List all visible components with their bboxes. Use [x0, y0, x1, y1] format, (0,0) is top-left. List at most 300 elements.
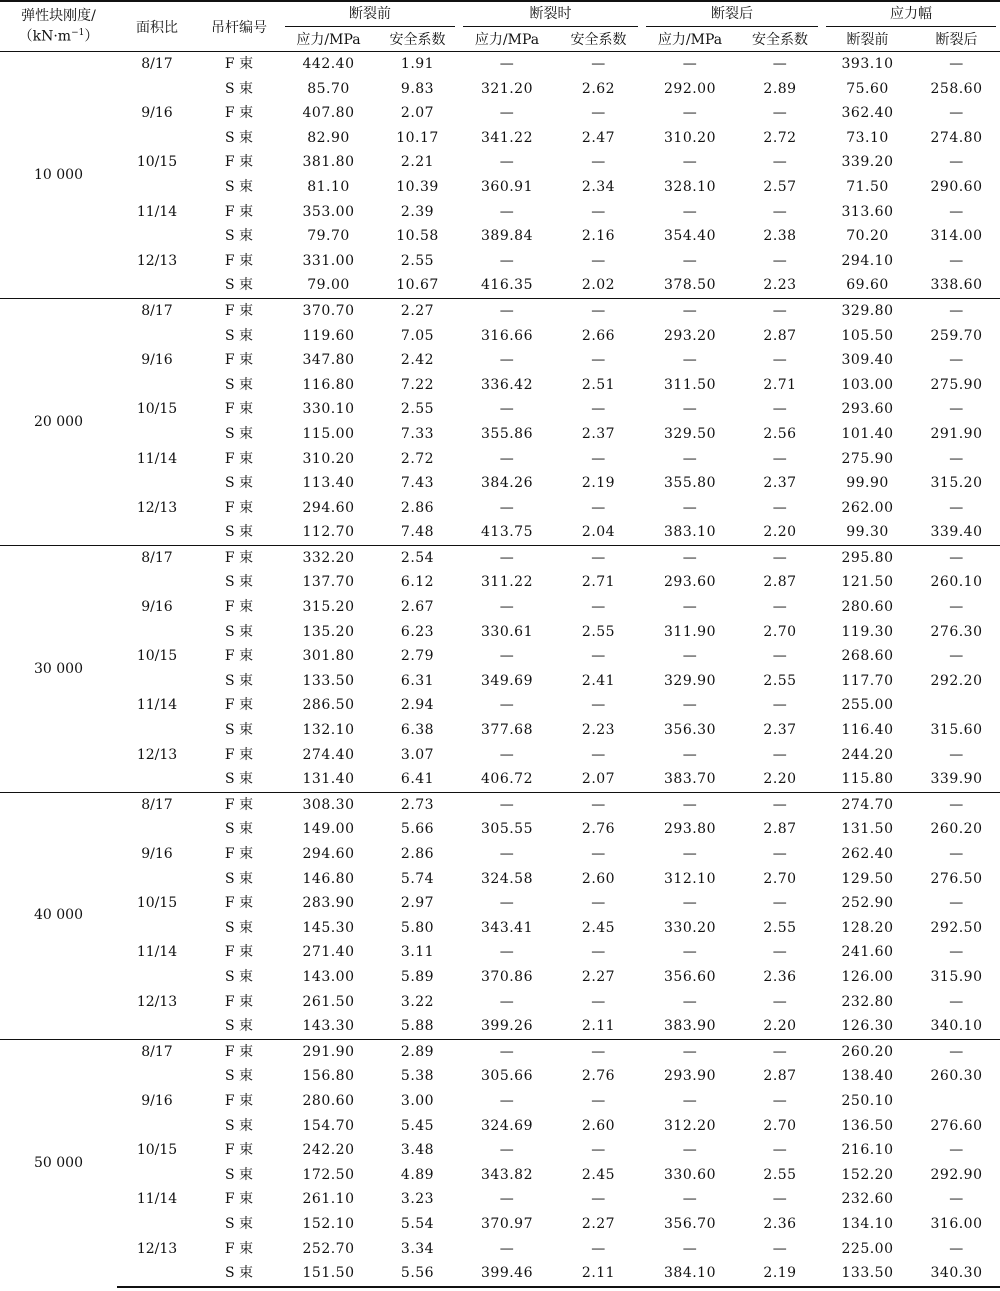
stress-before-cell: 261.10: [302, 1191, 355, 1208]
safety-before-cell: 2.94: [400, 697, 435, 714]
safety-during-cell: 2.76: [581, 1068, 616, 1085]
amp-after-cell: 260.10: [930, 574, 983, 591]
rod-id-cell: F 束: [224, 1191, 254, 1208]
safety-during-cell: 2.45: [581, 1166, 616, 1183]
amp-after-cell: —: [949, 352, 964, 369]
stress-after-cell: 384.10: [642, 1261, 738, 1287]
stress-before-cell: 407.80: [302, 105, 355, 122]
area-ratio-cell: [117, 324, 197, 349]
area-ratio-cell: 12/13: [136, 499, 178, 516]
rod-id-cell: F 束: [224, 154, 254, 171]
amp-after-cell: 290.60: [930, 178, 983, 195]
stress-before-cell: 330.10: [302, 401, 355, 418]
stress-after-cell: —: [682, 499, 698, 516]
stress-after-cell: —: [682, 252, 698, 269]
stress-after-cell: —: [682, 648, 698, 665]
stress-before-cell: 261.50: [302, 993, 355, 1010]
table-row: [0, 200, 1000, 225]
stiffness-cell: 10 000: [0, 52, 117, 299]
area-ratio-cell: 10/15: [136, 1142, 178, 1159]
table-row: [0, 1064, 1000, 1089]
amp-after-cell: —: [949, 252, 964, 269]
area-ratio-cell: 8/17: [117, 792, 197, 817]
amp-after-cell: —: [949, 993, 964, 1010]
safety-before-cell: 5.88: [400, 1018, 435, 1035]
area-ratio-cell: [117, 817, 197, 842]
amp-before-cell: 126.00: [841, 968, 894, 985]
rod-id-cell: S 束: [224, 1018, 254, 1035]
area-ratio-cell: 8/17: [117, 1039, 197, 1064]
safety-during-cell: 2.11: [581, 1018, 616, 1035]
stress-after-cell: —: [682, 1142, 698, 1159]
amp-before-cell: 152.20: [841, 1166, 894, 1183]
area-ratio-cell: [117, 273, 197, 298]
rod-id-cell: F 束: [197, 792, 281, 817]
stress-after-cell: —: [682, 1191, 698, 1208]
rod-id-cell: S 束: [224, 1166, 254, 1183]
table-row: [0, 1039, 1000, 1064]
rod-id-cell: F 束: [224, 252, 254, 269]
stress-during-cell: 355.86: [481, 425, 533, 442]
stress-after-cell: —: [682, 944, 698, 961]
stiffness-group: [0, 545, 1000, 792]
safety-after-cell: —: [772, 105, 788, 122]
stress-during-cell: 399.46: [459, 1261, 555, 1287]
area-ratio-cell: [117, 77, 197, 102]
area-ratio-cell: 8/17: [117, 298, 197, 323]
rod-id-cell: S 束: [224, 178, 254, 195]
amp-before-cell: 70.20: [846, 228, 889, 245]
header-before: [281, 1, 459, 27]
stress-before-cell: 145.30: [302, 919, 355, 936]
safety-during-cell: —: [591, 1191, 606, 1208]
safety-during-cell: 2.23: [581, 722, 616, 739]
amp-after-cell: 275.90: [930, 376, 983, 393]
area-ratio-cell: [117, 126, 197, 151]
safety-before-cell: 2.86: [400, 499, 435, 516]
amp-after-cell: 338.60: [930, 277, 983, 294]
subheader-safety: 安全系数: [738, 27, 822, 52]
stress-after-cell: —: [642, 1039, 738, 1064]
stress-during-cell: —: [499, 401, 515, 418]
stress-before-cell: 315.20: [302, 599, 355, 616]
safety-after-cell: —: [738, 792, 822, 817]
stress-after-cell: 355.80: [664, 475, 716, 492]
header-during: [459, 1, 642, 27]
amp-after-cell: 315.60: [930, 722, 983, 739]
safety-before-cell: 10.17: [396, 129, 439, 146]
rod-id-cell: S 束: [224, 376, 254, 393]
safety-before-cell: 6.12: [400, 574, 435, 591]
stress-before-cell: 79.70: [307, 228, 350, 245]
table-row: [0, 496, 1000, 521]
safety-during-cell: —: [555, 545, 642, 570]
stress-before-cell: 370.70: [281, 298, 376, 323]
safety-before-cell: 7.43: [400, 475, 435, 492]
safety-before-cell: 3.07: [400, 746, 435, 763]
safety-during-cell: —: [591, 203, 606, 220]
safety-after-cell: 2.55: [763, 672, 797, 689]
safety-before-cell: 3.34: [400, 1240, 435, 1257]
stress-during-cell: —: [459, 792, 555, 817]
amp-before-cell: 136.50: [841, 1117, 894, 1134]
amp-before-cell: 393.10: [822, 52, 913, 77]
table-row: [0, 1187, 1000, 1212]
rod-id-cell: S 束: [224, 277, 254, 294]
safety-before-cell: 2.55: [400, 401, 435, 418]
area-ratio-cell: 12/13: [136, 252, 178, 269]
safety-during-cell: 2.34: [581, 178, 616, 195]
stress-before-cell: 294.60: [302, 499, 355, 516]
area-ratio-cell: [117, 718, 197, 743]
safety-after-cell: —: [738, 1039, 822, 1064]
rod-id-cell: S 束: [224, 1068, 254, 1085]
table-row: [0, 101, 1000, 126]
amp-after-cell: —: [913, 792, 1000, 817]
safety-before-cell: 7.05: [400, 327, 435, 344]
stress-before-cell: 143.00: [302, 968, 355, 985]
safety-before-cell: 7.33: [400, 425, 435, 442]
amp-after-cell: 274.80: [930, 129, 983, 146]
safety-after-cell: 2.87: [763, 327, 797, 344]
safety-before-cell: 9.83: [400, 80, 435, 97]
amp-after-cell: 292.50: [930, 919, 983, 936]
table-row: [0, 570, 1000, 595]
safety-during-cell: 2.41: [581, 672, 616, 689]
area-ratio-cell: 9/16: [141, 1092, 173, 1109]
stress-during-cell: 341.22: [481, 129, 533, 146]
table-row: [0, 1163, 1000, 1188]
safety-during-cell: —: [591, 746, 606, 763]
rod-id-cell: F 束: [224, 846, 254, 862]
rod-id-cell: F 束: [224, 352, 254, 369]
safety-during-cell: 2.76: [581, 821, 616, 838]
stress-during-cell: 406.72: [481, 771, 533, 788]
amp-after-cell: 340.30: [913, 1261, 1000, 1287]
table-row: [0, 348, 1000, 373]
area-ratio-cell: 11/14: [136, 944, 178, 961]
amp-before-cell: 115.80: [841, 771, 894, 788]
stress-before-cell: 81.10: [307, 178, 350, 195]
rod-id-cell: F 束: [224, 697, 254, 714]
amp-after-cell: —: [949, 1191, 964, 1208]
table-row: [0, 990, 1000, 1015]
rod-id-cell: F 束: [224, 499, 254, 516]
rod-id-cell: S 束: [224, 870, 254, 887]
stress-before-cell: 310.20: [302, 450, 355, 467]
table-row: [0, 940, 1000, 965]
stress-during-cell: 324.58: [481, 870, 533, 887]
rod-id-cell: F 束: [197, 298, 281, 323]
safety-before-cell: 2.86: [400, 846, 435, 862]
safety-before-cell: 5.89: [400, 968, 435, 985]
stiffness-cell: 50 000: [0, 1039, 117, 1286]
safety-after-cell: —: [772, 499, 788, 516]
stress-during-cell: 305.55: [481, 821, 533, 838]
safety-after-cell: 2.23: [763, 277, 797, 294]
stress-during-cell: —: [499, 993, 515, 1010]
stress-before-cell: 252.70: [302, 1240, 355, 1257]
safety-before-cell: 2.89: [376, 1039, 459, 1064]
amp-after-cell: [913, 1089, 1000, 1114]
stress-after-cell: 311.90: [664, 623, 716, 640]
safety-during-cell: 2.60: [581, 1117, 616, 1134]
table-header: [0, 1, 1000, 52]
table-row: [0, 249, 1000, 274]
stress-after-cell: 356.30: [664, 722, 716, 739]
amp-after-cell: —: [949, 846, 964, 862]
amp-after-cell: —: [949, 105, 964, 122]
safety-during-cell: —: [591, 1240, 606, 1257]
safety-during-cell: 2.55: [581, 623, 616, 640]
safety-during-cell: —: [591, 599, 606, 616]
table-row: [0, 595, 1000, 620]
amp-after-cell: 260.30: [930, 1068, 983, 1085]
table-row: [0, 52, 1000, 77]
safety-after-cell: 2.19: [738, 1261, 822, 1287]
stress-before-cell: 280.60: [302, 1092, 355, 1109]
table-row: [0, 150, 1000, 175]
amp-after-cell: —: [949, 154, 964, 171]
table-row: [0, 644, 1000, 669]
rod-id-cell: S 束: [197, 1261, 281, 1287]
stress-before-cell: 172.50: [302, 1166, 355, 1183]
stress-during-cell: —: [499, 599, 515, 616]
safety-after-cell: 2.36: [763, 968, 797, 985]
amp-before-cell: 252.90: [841, 895, 894, 912]
stress-after-cell: —: [642, 298, 738, 323]
stress-after-cell: —: [682, 154, 698, 171]
table-row: [0, 1212, 1000, 1237]
safety-after-cell: —: [772, 697, 788, 714]
stress-during-cell: —: [499, 746, 515, 763]
stress-before-cell: 154.70: [302, 1117, 355, 1134]
stiffness-cell: 30 000: [0, 545, 117, 792]
stress-during-cell: 305.66: [481, 1068, 533, 1085]
area-ratio-cell: 9/16: [141, 599, 173, 616]
safety-during-cell: 2.16: [581, 228, 616, 245]
amp-before-cell: 105.50: [841, 327, 894, 344]
stress-before-cell: 112.70: [302, 524, 355, 541]
rod-id-cell: S 束: [224, 919, 254, 936]
amp-after-cell: 276.30: [930, 623, 983, 640]
table-row: [0, 669, 1000, 694]
area-ratio-cell: [117, 1014, 197, 1039]
safety-during-cell: —: [591, 352, 606, 369]
table-row: [0, 1261, 1000, 1287]
safety-during-cell: —: [591, 1092, 606, 1109]
stress-during-cell: —: [499, 1191, 515, 1208]
safety-during-cell: 2.27: [581, 968, 616, 985]
rod-id-cell: F 束: [224, 1240, 254, 1257]
area-ratio-cell: [117, 767, 197, 792]
rod-id-cell: F 束: [224, 203, 254, 220]
header-after-label: 断裂后: [646, 2, 818, 27]
amp-before-cell: 73.10: [846, 129, 889, 146]
stress-before-cell: 116.80: [302, 376, 355, 393]
safety-before-cell: 6.31: [400, 672, 435, 689]
safety-during-cell: 2.45: [581, 919, 616, 936]
subheader-safety: 安全系数: [555, 27, 642, 52]
amp-before-cell: 131.50: [841, 821, 894, 838]
amp-after-cell: —: [949, 499, 964, 516]
rod-id-cell: S 束: [224, 129, 254, 146]
amp-before-cell: 262.40: [841, 846, 894, 862]
stiffness-group: [0, 298, 1000, 545]
safety-during-cell: —: [555, 298, 642, 323]
safety-after-cell: 2.87: [763, 821, 797, 838]
table-row: [0, 373, 1000, 398]
table-row: [0, 842, 1000, 867]
safety-during-cell: —: [591, 846, 606, 862]
stress-after-cell: —: [682, 203, 698, 220]
area-ratio-cell: [117, 669, 197, 694]
safety-during-cell: —: [555, 52, 642, 77]
safety-before-cell: 5.80: [400, 919, 435, 936]
stress-before-cell: 301.80: [302, 648, 355, 665]
subheader-stress: 应力/MPa: [459, 27, 555, 52]
safety-after-cell: 2.72: [763, 129, 797, 146]
header-stiffness-unit-exp: −1: [71, 27, 85, 38]
safety-before-cell: 3.22: [400, 993, 435, 1010]
safety-after-cell: 2.89: [763, 80, 797, 97]
amp-after-cell: —: [949, 1240, 964, 1257]
header-stiffness-line2: [0, 25, 117, 46]
area-ratio-cell: [117, 1163, 197, 1188]
stress-after-cell: 293.60: [664, 574, 716, 591]
safety-after-cell: —: [772, 252, 788, 269]
safety-before-cell: 2.73: [376, 792, 459, 817]
amp-before-cell: 262.00: [841, 499, 894, 516]
rod-id-cell: S 束: [224, 1117, 254, 1134]
safety-before-cell: 4.89: [400, 1166, 435, 1183]
safety-after-cell: —: [772, 203, 788, 220]
table-row: [0, 1089, 1000, 1114]
safety-during-cell: 2.37: [581, 425, 616, 442]
table-row: [0, 175, 1000, 200]
header-stiffness-line1: 弹性块刚度/: [21, 7, 96, 24]
area-ratio-cell: [117, 471, 197, 496]
table-row: [0, 743, 1000, 768]
safety-before-cell: 7.22: [400, 376, 435, 393]
header-amplitude-label: 应力幅: [826, 2, 996, 27]
rod-id-cell: S 束: [224, 623, 254, 640]
safety-during-cell: 2.07: [581, 771, 616, 788]
safety-before-cell: 10.58: [396, 228, 439, 245]
stress-before-cell: 133.50: [302, 672, 355, 689]
rod-id-cell: S 束: [224, 722, 254, 739]
safety-after-cell: —: [772, 944, 788, 961]
area-ratio-cell: [117, 1261, 197, 1287]
stress-before-cell: 381.80: [302, 154, 355, 171]
amp-after-cell: 259.70: [930, 327, 983, 344]
stress-before-cell: 151.50: [281, 1261, 376, 1287]
area-ratio-cell: 10/15: [136, 401, 178, 418]
stress-after-cell: —: [682, 105, 698, 122]
amp-before-cell: 232.60: [841, 1191, 894, 1208]
stress-during-cell: 377.68: [481, 722, 533, 739]
stress-after-cell: —: [642, 52, 738, 77]
amp-before-cell: 295.80: [822, 545, 913, 570]
area-ratio-cell: [117, 916, 197, 941]
stress-after-cell: 356.60: [664, 968, 716, 985]
amp-after-cell: [913, 693, 1000, 718]
safety-after-cell: 2.38: [763, 228, 797, 245]
stress-after-cell: 378.50: [664, 277, 716, 294]
stress-during-cell: —: [499, 499, 515, 516]
amp-before-cell: 275.90: [841, 450, 894, 467]
stress-during-cell: —: [499, 1240, 515, 1257]
safety-after-cell: —: [738, 545, 822, 570]
amp-before-cell: 119.30: [841, 623, 894, 640]
stress-during-cell: 360.91: [481, 178, 533, 195]
stiffness-cell: 20 000: [0, 298, 117, 545]
stress-after-cell: —: [682, 1240, 698, 1257]
area-ratio-cell: 11/14: [136, 203, 178, 220]
amp-after-cell: 315.20: [930, 475, 983, 492]
amp-before-cell: 116.40: [841, 722, 894, 739]
safety-before-cell: 2.54: [376, 545, 459, 570]
stiffness-group: [0, 792, 1000, 1039]
amp-before-cell: 255.00: [841, 697, 894, 714]
amp-before-cell: 309.40: [841, 352, 894, 369]
amp-before-cell: 126.30: [841, 1018, 894, 1035]
rod-id-cell: F 束: [224, 450, 254, 467]
area-ratio-cell: [117, 373, 197, 398]
area-ratio-cell: [117, 520, 197, 545]
safety-before-cell: 5.54: [400, 1215, 435, 1232]
amp-before-cell: 134.10: [841, 1215, 894, 1232]
table-row: [0, 273, 1000, 298]
stress-after-cell: 293.20: [664, 327, 716, 344]
safety-during-cell: —: [591, 1142, 606, 1159]
table-row: [0, 298, 1000, 323]
stress-after-cell: 329.90: [664, 672, 716, 689]
stress-before-cell: 353.00: [302, 203, 355, 220]
safety-during-cell: 2.66: [581, 327, 616, 344]
stress-before-cell: 156.80: [302, 1068, 355, 1085]
header-stiffness: [0, 1, 117, 52]
safety-after-cell: 2.56: [763, 425, 797, 442]
amp-after-cell: 314.00: [930, 228, 983, 245]
safety-during-cell: —: [591, 401, 606, 418]
safety-after-cell: —: [772, 1142, 788, 1159]
table-row: [0, 965, 1000, 990]
stiffness-group: [0, 1039, 1000, 1286]
safety-after-cell: 2.57: [763, 178, 797, 195]
subheader-stress: 应力/MPa: [642, 27, 738, 52]
amp-before-cell: 69.60: [846, 277, 889, 294]
header-during-label: 断裂时: [463, 2, 638, 27]
stress-after-cell: 311.50: [664, 376, 716, 393]
rod-id-cell: F 束: [224, 105, 254, 122]
safety-before-cell: 2.79: [400, 648, 435, 665]
table-row: [0, 324, 1000, 349]
stress-during-cell: —: [499, 895, 515, 912]
rod-id-cell: S 束: [224, 524, 254, 541]
stress-before-cell: 271.40: [302, 944, 355, 961]
safety-before-cell: 5.74: [400, 870, 435, 887]
stress-after-cell: —: [682, 895, 698, 912]
safety-during-cell: 2.27: [581, 1215, 616, 1232]
stress-before-cell: 283.90: [302, 895, 355, 912]
area-ratio-cell: 11/14: [136, 697, 178, 714]
table-row: [0, 471, 1000, 496]
stress-after-cell: 293.80: [664, 821, 716, 838]
amp-after-cell: —: [949, 450, 964, 467]
safety-after-cell: —: [772, 352, 788, 369]
safety-during-cell: —: [591, 944, 606, 961]
